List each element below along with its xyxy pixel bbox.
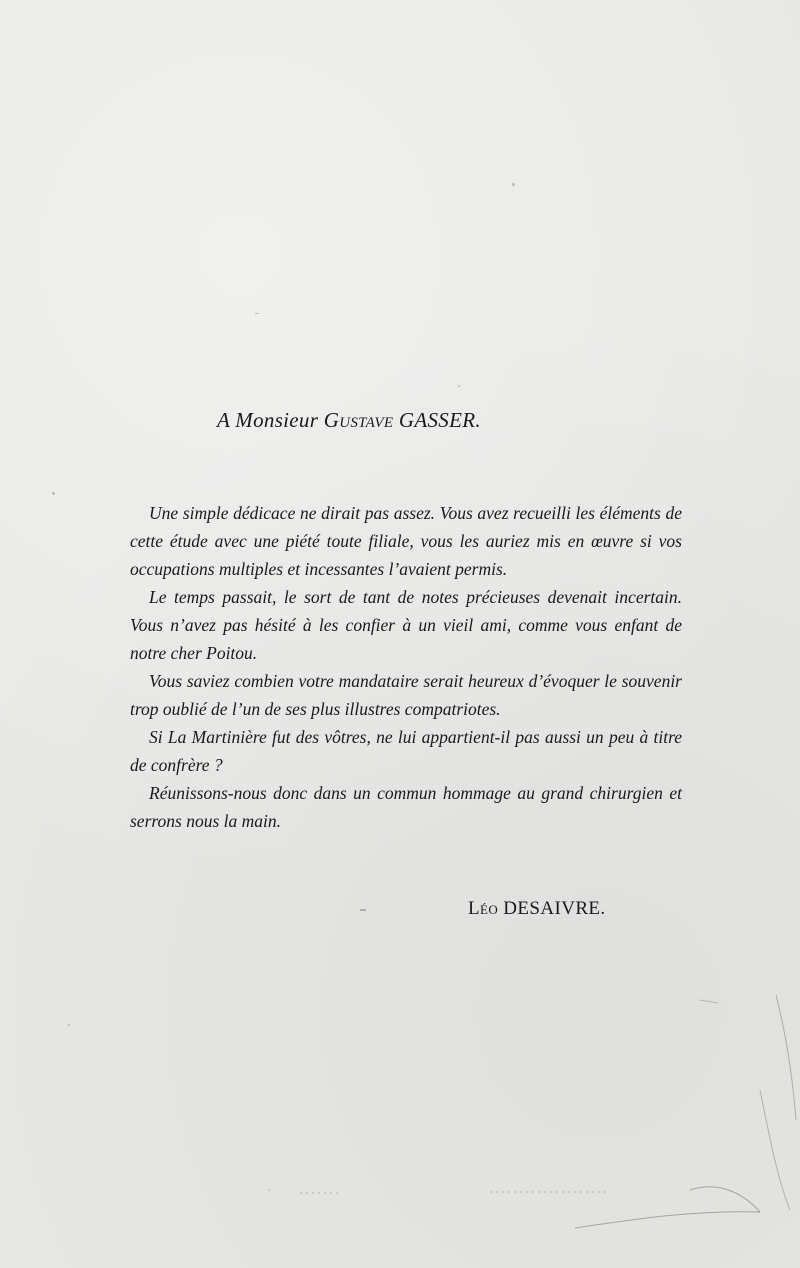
dedication-body [130, 499, 682, 835]
signature [468, 898, 628, 920]
paragraph: Le temps passait, le sort de tant de notes précieuses devenait incertain. Vous n’avez pas hésité à les confier à un vieil ami, comme vous enfant de notre cher Poitou. [130, 587, 682, 663]
paper-speck [458, 385, 460, 387]
paragraph: Vous saviez combien votre mandataire serait heureux d’évoquer le souvenir trop oublié de l’un de ses plus illustres compatriotes. [130, 671, 682, 719]
dedicatee-first-name: Gustave [323, 408, 394, 432]
signature-last-name: DESAIVRE. [498, 898, 606, 919]
paragraph: Réunissons-nous donc dans un commun hommage au grand chirurgien et serrons nous la main. [130, 783, 682, 831]
paper-speck [255, 313, 259, 314]
paper-speck [68, 1024, 70, 1026]
paragraph: Si La Martinière fut des vôtres, ne lui appartient-il pas aussi un peu à titre de confrère ? [130, 727, 682, 775]
paper-speck [52, 492, 55, 495]
dedication-heading [217, 408, 547, 433]
paper-speck [512, 183, 515, 186]
dedicatee-last-name: GASSER. [393, 408, 481, 432]
paragraph: Une simple dédicace ne dirait pas assez. Vous avez recueilli les éléments de cette étude avec une piété toute filiale, vous les auriez mis en œuvre si vos occupations multiples et incessantes l’avaient permis. [130, 503, 682, 579]
signature-first-name: Léo [468, 898, 499, 919]
dedication-prefix: A Monsieur [217, 408, 324, 432]
